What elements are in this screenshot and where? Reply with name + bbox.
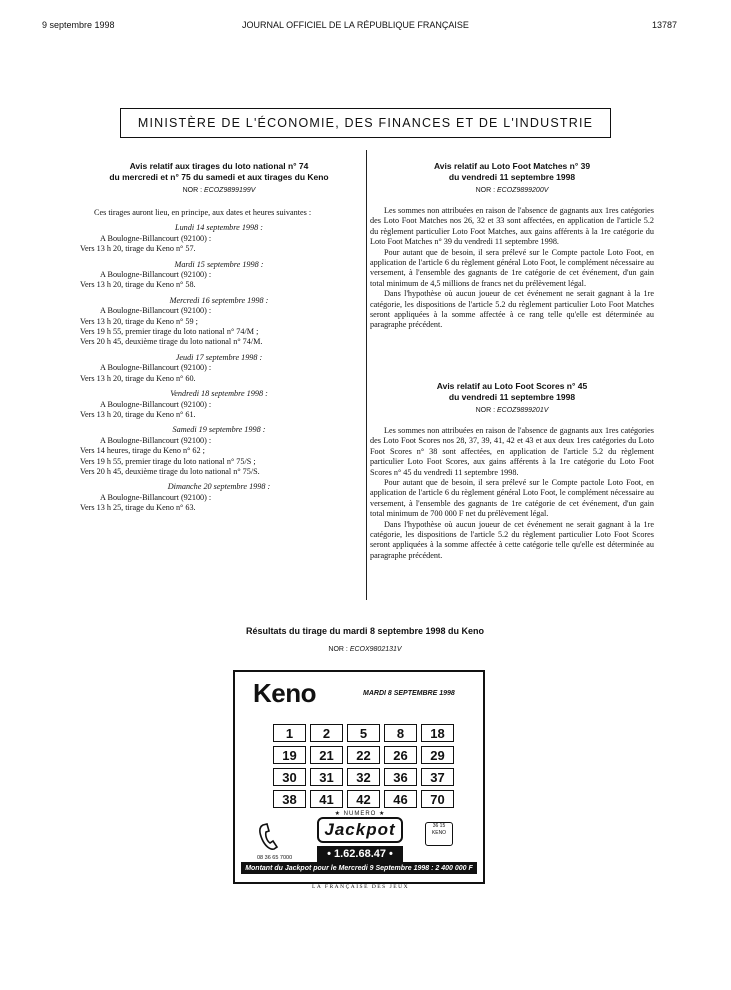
keno-number-cell: 18: [421, 724, 454, 742]
schedule-location: A Boulogne-Billancourt (92100) :: [100, 492, 212, 502]
matches-title-line1: Avis relatif au Loto Foot Matches n° 39: [433, 161, 591, 171]
minitel-label: 36 15 KENO: [431, 823, 447, 836]
scores-title-line1: Avis relatif au Loto Foot Scores n° 45: [436, 381, 588, 391]
schedule-draw-line: Vers 13 h 25, tirage du Keno n° 63.: [80, 503, 196, 513]
scores-paragraph-1: Les sommes non attribuées en raison de l'absence de gagnants aux 1res catégories des Loto Foot Scores nos 28, 37, 39, 41, 42 et 43 et aux deux 1res catégories du Loto Foot Scores n° 38 sont affectées, en application de l'article 5.2 du règlement particulier Loto Foot Scores, aux gains afférents à la 1re catégorie du Loto Foot Scores n° 45 du vendredi 11 septembre 1998.: [370, 426, 654, 477]
keno-number-cell: 2: [310, 724, 343, 742]
scores-nor-code: ECOZ9899201V: [497, 407, 549, 414]
keno-number-cell: 5: [347, 724, 380, 742]
left-nor-code: ECOZ9899199V: [204, 187, 256, 194]
keno-number-cell: 46: [384, 790, 417, 808]
results-title: Résultats du tirage du mardi 8 septembre 1998 du Keno: [245, 626, 485, 636]
numero-label: ★ NUMERO ★: [334, 811, 386, 817]
header-date: 9 septembre 1998: [42, 20, 115, 30]
ministry-banner: MINISTÈRE DE L'ÉCONOMIE, DES FINANCES ET DE L'INDUSTRIE: [120, 108, 611, 138]
schedule-day: Samedi 19 septembre 1998 :: [172, 425, 266, 435]
left-notice: [80, 161, 358, 514]
schedule-day: Lundi 14 septembre 1998 :: [175, 223, 263, 233]
matches-paragraph-1: Les sommes non attribuées en raison de l'absence de gagnants aux 1res catégories des Loto Foot Matches nos 26, 32 et 33 sont affectées, en application de l'article 5.2 du règlement particulier Loto Foot Matches, aux gains afférents à la 1re catégorie du Loto Foot Matches n° 39 du vendredi 11 septembre 1998.: [370, 206, 654, 247]
matches-paragraph-3: Dans l'hypothèse où aucun joueur de cet événement ne serait gagnant à la 1re catégorie, les dispositions de l'article 5.2 du règlement particulier Loto Foot Matches seront appliquées à la somme affectée à ce rang telle qu'elle est déterminée au paragraphe précédent.: [370, 289, 654, 330]
phone-block: [257, 822, 292, 862]
matches-nor-code: ECOZ9899200V: [497, 187, 549, 194]
matches-title-line2: du vendredi 11 septembre 1998: [448, 172, 576, 182]
jackpot-number: • 1.62.68.47 •: [317, 846, 403, 862]
left-intro: [80, 208, 358, 218]
keno-number-cell: 37: [421, 768, 454, 786]
jackpot-logo: Jackpot: [317, 817, 403, 843]
keno-number-cell: 42: [347, 790, 380, 808]
schedule-draw-line: Vers 13 h 20, tirage du Keno n° 61.: [80, 409, 196, 419]
keno-number-cell: 19: [273, 746, 306, 764]
header-page-number: 13787: [652, 20, 678, 30]
schedule-location: A Boulogne-Billancourt (92100) :: [100, 435, 212, 445]
scores-paragraph-3: Dans l'hypothèse où aucun joueur de cet événement ne serait gagnant à la 1re catégorie, les dispositions de l'article 5.2 du règlement particulier Loto Foot Scores seront appliquées à la somme affectée à cette catégorie telle qu'elle est déterminée au paragraphe précédent.: [370, 519, 654, 560]
header-journal-title: JOURNAL OFFICIEL DE LA RÉPUBLIQUE FRANÇAISE: [242, 20, 469, 30]
schedule-draw-line: Vers 20 h 45, deuxième tirage du loto national n° 74/M.: [80, 337, 263, 347]
keno-number-cell: 30: [273, 768, 306, 786]
jackpot-amount-banner: Montant du Jackpot pour le Mercredi 9 Septembre 1998 : 2 400 000 F: [241, 862, 477, 874]
schedule-location: A Boulogne-Billancourt (92100) :: [100, 270, 212, 280]
phone-number: 08 36 65 7000: [257, 855, 293, 861]
scores-nor-label: NOR :: [475, 407, 496, 414]
minitel-icon: [425, 822, 453, 846]
scores-body: [370, 426, 654, 561]
left-title-line2: du mercredi et n° 75 du samedi et aux tirages du Keno: [109, 172, 329, 182]
keno-number-cell: 38: [273, 790, 306, 808]
keno-number-cell: 32: [347, 768, 380, 786]
keno-number-cell: 29: [421, 746, 454, 764]
keno-number-cell: 22: [347, 746, 380, 764]
right-notice-scores: [370, 381, 654, 561]
keno-number-cell: 41: [310, 790, 343, 808]
schedule-draw-line: Vers 19 h 55, premier tirage du loto national n° 74/M ;: [80, 327, 259, 337]
keno-result-box: [233, 670, 485, 884]
scores-nor: [370, 407, 654, 414]
matches-nor: [370, 187, 654, 194]
left-title-line1: Avis relatif aux tirages du loto national n° 74: [129, 161, 309, 171]
keno-logo: Keno: [253, 678, 316, 708]
matches-body: [370, 206, 654, 331]
left-nor-label: NOR :: [182, 187, 203, 194]
matches-paragraph-2: Pour autant que de besoin, il sera prélevé sur le Compte pactole Loto Foot, en application de l'article 6 du règlement général Loto Foot, le complément nécessaire au versement, à l'ensemble des gagnants de 1re catégorie de cet événement, d'un gain total minimum de 4,5 millions de francs net du prélèvement légal.: [370, 247, 654, 288]
scores-title-line2: du vendredi 11 septembre 1998: [448, 392, 576, 402]
results-nor-label: NOR :: [328, 646, 348, 653]
francaise-des-jeux-footer: LA FRANÇAISE DES JEUX: [312, 884, 410, 890]
schedule-draw-line: Vers 13 h 20, tirage du Keno n° 57.: [80, 244, 196, 254]
keno-number-cell: 31: [310, 768, 343, 786]
scores-paragraph-2: Pour autant que de besoin, il sera prélevé sur le Compte pactole Loto Foot, en application de l'article 6 du règlement général Loto Foot, le complément nécessaire au versement, à l'ensemble des gagnants de 1re catégorie de cet événement, d'un gain total minimum de 700 000 F net du prélèvement légal.: [370, 478, 654, 519]
schedule-draw-line: Vers 19 h 55, premier tirage du loto national n° 75/S ;: [80, 456, 256, 466]
schedule-location: A Boulogne-Billancourt (92100) :: [100, 363, 212, 373]
schedule-draw-line: Vers 14 heures, tirage du Keno n° 62 ;: [80, 446, 205, 456]
keno-number-cell: 21: [310, 746, 343, 764]
schedule-day: Vendredi 18 septembre 1998 :: [170, 389, 268, 399]
results-nor-code: ECOX9802131V: [349, 646, 402, 653]
jackpot-block: [317, 810, 403, 862]
telephone-icon: [257, 822, 283, 852]
left-intro-text: Ces tirages auront lieu, en principe, aux dates et heures suivantes :: [94, 208, 312, 217]
keno-draw-date: MARDI 8 SEPTEMBRE 1998: [363, 690, 455, 697]
keno-number-grid: [273, 724, 454, 808]
schedule-location: A Boulogne-Billancourt (92100) :: [100, 306, 212, 316]
schedule-draw-line: Vers 20 h 45, deuxième tirage du loto national n° 75/S.: [80, 466, 260, 476]
keno-number-cell: 1: [273, 724, 306, 742]
column-divider: [366, 150, 367, 600]
matches-nor-label: NOR :: [475, 187, 496, 194]
schedule-draw-line: Vers 13 h 20, tirage du Keno n° 58.: [80, 280, 196, 290]
schedule-day: Dimanche 20 septembre 1998 :: [167, 482, 271, 492]
schedule-draw-line: Vers 13 h 20, tirage du Keno n° 60.: [80, 373, 196, 383]
results-nor: [120, 646, 610, 653]
left-nor: [80, 187, 358, 194]
schedule-day: Mardi 15 septembre 1998 :: [174, 259, 264, 269]
right-notice-matches: [370, 161, 654, 331]
keno-number-cell: 36: [384, 768, 417, 786]
keno-number-cell: 8: [384, 724, 417, 742]
schedule-location: A Boulogne-Billancourt (92100) :: [100, 399, 212, 409]
keno-number-cell: 26: [384, 746, 417, 764]
keno-number-cell: 70: [421, 790, 454, 808]
schedule-draw-line: Vers 13 h 20, tirage du Keno n° 59 ;: [80, 316, 198, 326]
schedule-day: Mercredi 16 septembre 1998 :: [169, 295, 269, 305]
schedule-location: A Boulogne-Billancourt (92100) :: [100, 233, 212, 243]
schedule-day: Jeudi 17 septembre 1998 :: [175, 352, 263, 362]
schedule-list: [80, 223, 358, 513]
